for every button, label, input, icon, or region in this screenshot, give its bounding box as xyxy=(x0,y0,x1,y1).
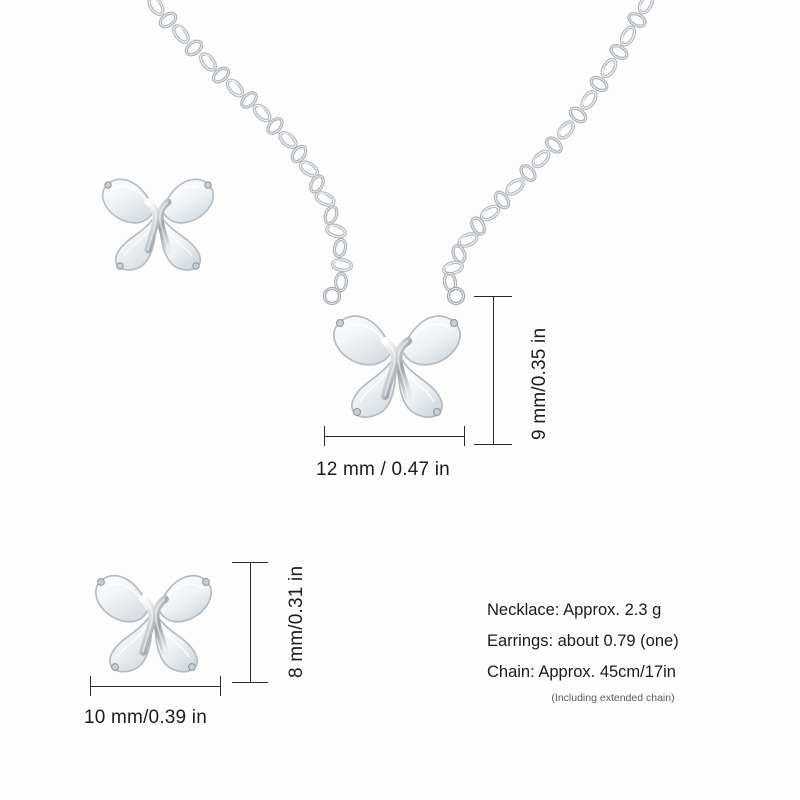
earring-height-cap-top xyxy=(232,562,268,563)
earring-height-line xyxy=(250,562,251,682)
spec-line-necklace-weight: Necklace: Approx. 2.3 g xyxy=(487,601,662,619)
spec-line-chain-length: Chain: Approx. 45cm/17in xyxy=(487,663,676,681)
earring-width-line xyxy=(90,686,220,687)
earring-height-cap-bottom xyxy=(232,682,268,683)
spec-line-earring-weight: Earrings: about 0.79 (one) xyxy=(487,632,679,650)
earring-width-cap-right xyxy=(220,676,221,696)
pendant-height-label: 9 mm/0.35 in xyxy=(529,327,550,440)
necklace-pendant xyxy=(312,288,480,428)
earring-width-label: 10 mm/0.39 in xyxy=(84,707,207,728)
pendant-width-cap-right xyxy=(464,426,465,446)
pendant-height-cap-top xyxy=(474,296,512,297)
spec-note-extended-chain: (Including extended chain) xyxy=(551,692,675,704)
earring-width-cap-left xyxy=(90,676,91,696)
pendant-height-cap-bottom xyxy=(474,444,512,445)
pendant-height-line xyxy=(493,296,494,444)
earring-top xyxy=(82,152,232,282)
product-specs xyxy=(487,595,777,704)
earring-height-label: 8 mm/0.31 in xyxy=(286,565,307,678)
pendant-width-cap-left xyxy=(324,426,325,446)
pendant-width-label: 12 mm / 0.47 in xyxy=(316,459,450,480)
pendant-width-line xyxy=(324,436,464,437)
earring-bottom xyxy=(76,548,228,684)
